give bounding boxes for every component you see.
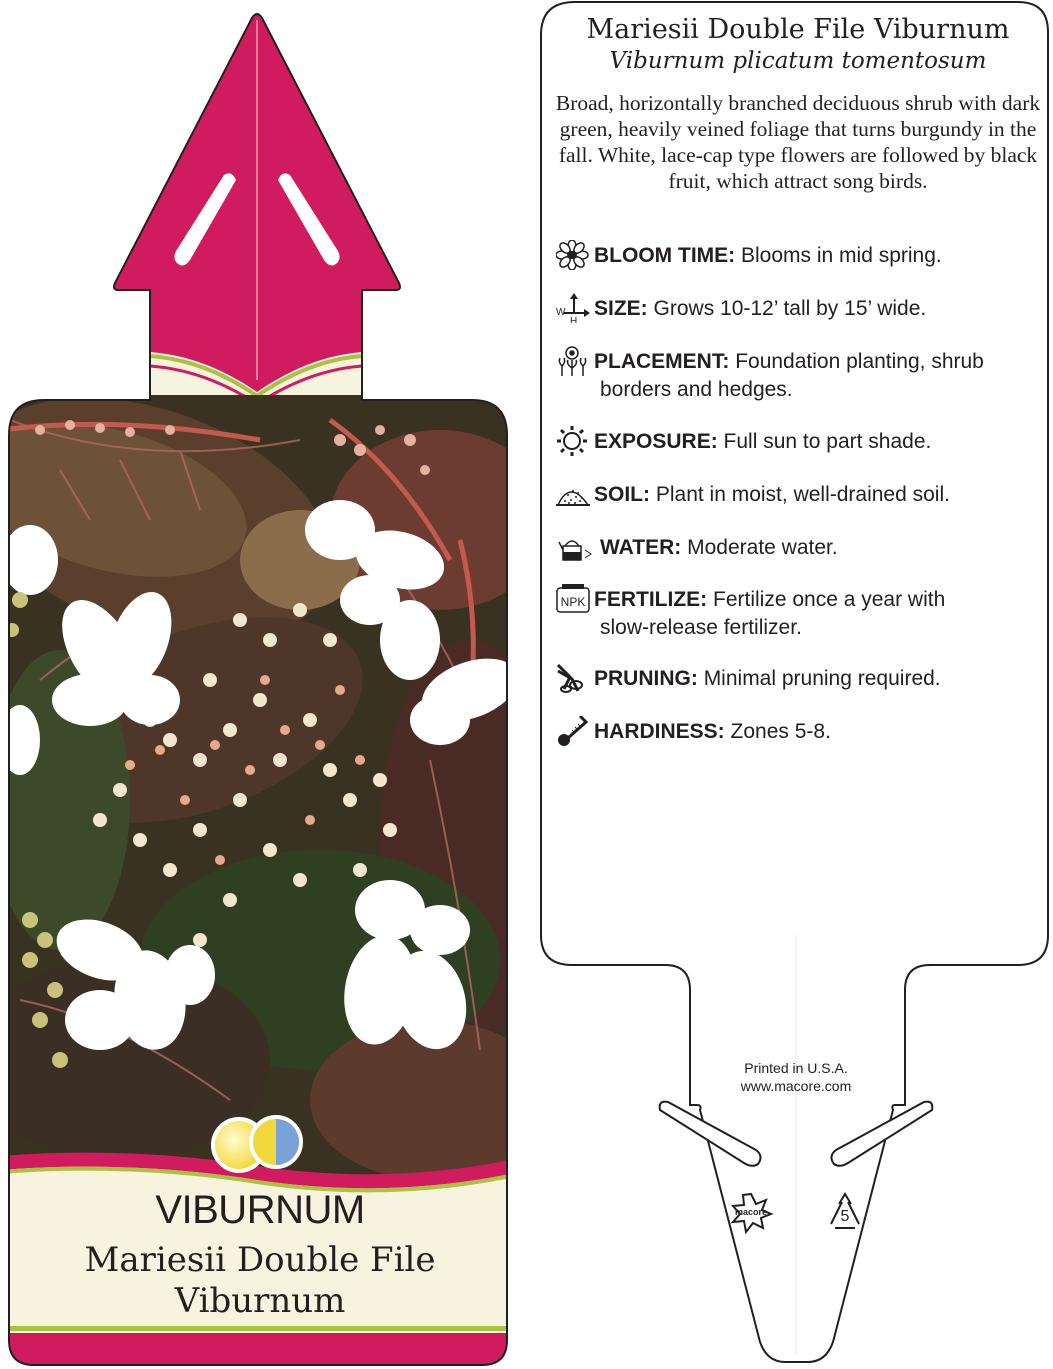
care-water	[556, 534, 1036, 562]
care-value: Blooms in mid spring.	[741, 244, 942, 267]
care-hardiness	[556, 718, 1036, 746]
exposure-dots-icon	[213, 1117, 301, 1171]
care-value: Plant in moist, well-drained soil.	[655, 483, 950, 506]
pruning-shears-icon	[556, 663, 594, 693]
svg-text:H: H	[570, 316, 578, 323]
care-label: BLOOM TIME:	[594, 244, 736, 267]
svg-text:macore: macore	[734, 1207, 768, 1217]
fertilizer-bag-icon	[556, 584, 594, 614]
care-value: Fertilize once a year with	[713, 588, 946, 611]
care-value-continued: borders and hedges.	[600, 378, 793, 401]
care-label: EXPOSURE:	[594, 430, 718, 453]
care-value: Zones 5-8.	[730, 720, 831, 743]
soil-pile-icon	[556, 479, 594, 509]
care-label: SIZE:	[594, 297, 648, 320]
care-value-continued: slow-release fertilizer.	[600, 616, 802, 639]
care-bloom-time	[556, 242, 1036, 270]
back-latin-name: Viburnum plicatum tomentosum	[609, 48, 987, 74]
flower-icon	[556, 240, 594, 270]
care-label: PLACEMENT:	[594, 350, 730, 373]
care-fertilize	[556, 586, 1036, 642]
care-label: WATER:	[600, 536, 682, 559]
care-value: Moderate water.	[687, 536, 838, 559]
svg-text:NPK: NPK	[560, 595, 586, 609]
care-value: Grows 10-12’ tall by 15’ wide.	[653, 297, 927, 320]
svg-text:W: W	[556, 307, 566, 318]
thermometer-icon	[556, 716, 594, 746]
size-arrows-icon	[556, 293, 594, 323]
care-soil	[556, 481, 1036, 509]
front-common-name-line1: Mariesii Double File	[84, 1240, 436, 1280]
front-genus-name: VIBURNUM	[155, 1188, 365, 1232]
back-description: Broad, horizontally branched deciduous shrub with dark green, heavily veined foliage that turns burgundy in the fall. White, lace-cap type flowers are followed by black fruit, which attract song birds.	[555, 91, 1041, 193]
care-value: Foundation planting, shrub	[735, 350, 984, 373]
front-arrow-fill	[0, 0, 520, 420]
printed-in: Printed in U.S.A.	[744, 1060, 848, 1076]
care-size	[556, 295, 1036, 323]
care-placement	[556, 348, 1036, 404]
back-plant-title: Mariesii Double File Viburnum	[586, 14, 1010, 45]
sun-icon	[556, 426, 594, 456]
printer-website: www.macore.com	[740, 1078, 852, 1094]
care-label: FERTILIZE:	[594, 588, 708, 611]
plants-icon	[556, 346, 594, 376]
care-label: SOIL:	[594, 483, 650, 506]
care-value: Minimal pruning required.	[703, 667, 941, 690]
care-label: PRUNING:	[594, 667, 698, 690]
care-label: HARDINESS:	[594, 720, 725, 743]
care-pruning	[556, 665, 1036, 693]
front-common-name-line2: Viburnum	[174, 1281, 346, 1321]
front-common-name	[10, 1240, 510, 1322]
care-value: Full sun to part shade.	[723, 430, 932, 453]
plant-photo	[0, 352, 560, 1180]
watering-can-icon	[556, 532, 600, 562]
svg-text:5: 5	[840, 1208, 850, 1225]
care-exposure	[556, 428, 1036, 456]
printer-info	[698, 1059, 894, 1095]
